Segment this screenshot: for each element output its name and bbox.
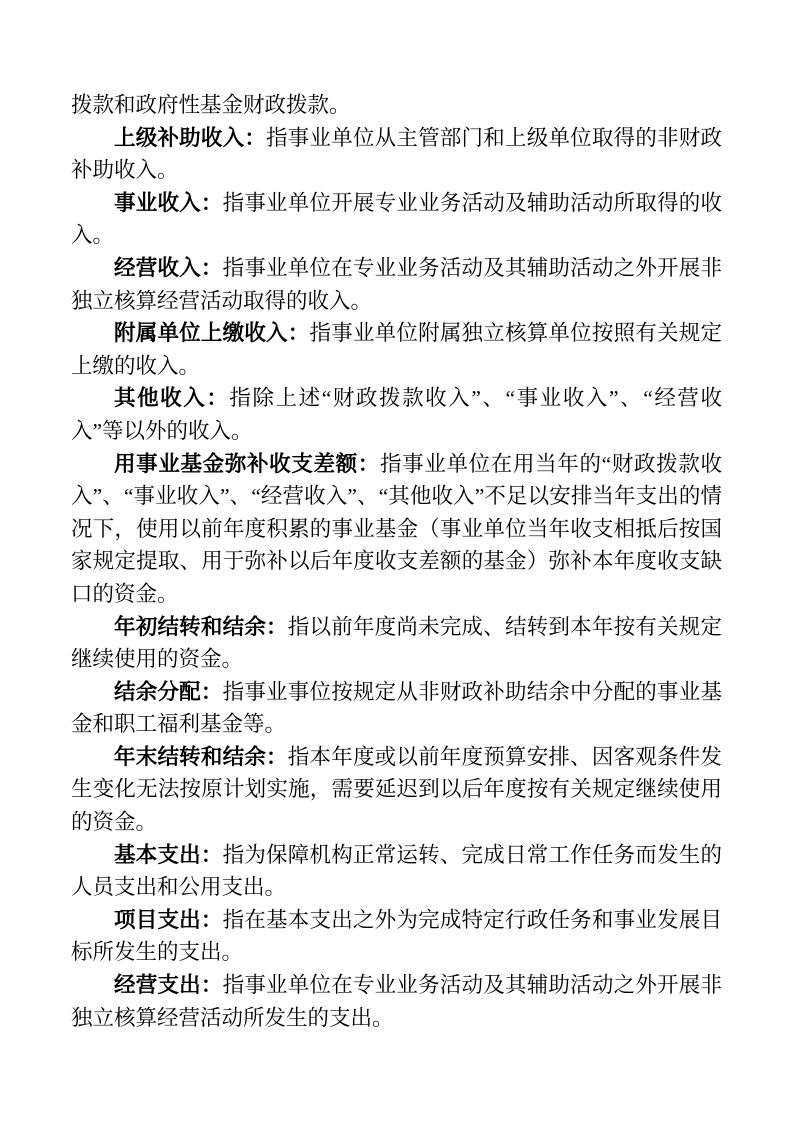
term-label: 年初结转和结余： [114, 614, 288, 639]
definition-paragraph [71, 969, 722, 1034]
definition-paragraph [71, 252, 722, 317]
definition-paragraph [71, 187, 722, 252]
definition-text: 指事业单位在专业业务活动及其辅助活动之外开展非独立核算经营活动所发生的支出。 [71, 973, 722, 1030]
definition-paragraph [71, 317, 722, 382]
term-label: 其他收入： [114, 386, 230, 411]
term-label: 项目支出： [114, 907, 223, 932]
term-label: 结余分配： [114, 679, 223, 704]
definition-paragraph [71, 122, 722, 187]
continuation-text: 拨款和政府性基金财政拨款。 [71, 93, 351, 117]
term-label: 上级补助收入： [114, 125, 267, 150]
definition-paragraph [71, 611, 722, 676]
term-label: 用事业基金弥补收支差额： [114, 451, 380, 476]
definition-text: 指事业事位按规定从非财政补助结余中分配的事业基金和职工福利基金等。 [71, 679, 722, 737]
definition-paragraph [71, 839, 722, 904]
definition-text: 指本年度或以前年度预算安排、因客观条件发生变化无法按原计划实施，需要延迟到以后年度按有关规定继续使用的资金。 [71, 744, 722, 835]
definition-text: 指为保障机构正常运转、完成日常工作任务而发生的人员支出和公用支出。 [71, 842, 722, 900]
term-label: 附属单位上缴收入： [114, 321, 310, 346]
definition-text: 指以前年度尚未完成、结转到本年按有关规定继续使用的资金。 [71, 614, 722, 672]
definition-paragraph [71, 382, 722, 447]
definition-text: 指事业单位从主管部门和上级单位取得的非财政补助收入。 [71, 125, 722, 183]
term-label: 年末结转和结余： [114, 744, 288, 769]
text-block [71, 89, 722, 1034]
definition-text: 指事业单位开展专业业务活动及辅助活动所取得的收入。 [71, 190, 722, 248]
definition-text: 指除上述“财政拨款收入”、“事业收入”、“经营收入”等以外的收入。 [71, 386, 722, 443]
definition-paragraph [71, 448, 722, 611]
definition-text: 指在基本支出之外为完成特定行政任务和事业发展目标所发生的支出。 [71, 907, 722, 965]
term-label: 经营收入： [114, 255, 223, 280]
definition-paragraph [71, 676, 722, 741]
definition-text: 指事业单位在用当年的“财政拨款收入”、“事业收入”、“经营收入”、“其他收入”不足以安排当年支出的情况下，使用以前年度积累的事业基金（事业单位当年收支相抵后按国家规定提取、用于弥补以后年度收支差额的基金）弥补本年度收支缺口的资金。 [71, 451, 722, 606]
term-label: 基本支出： [114, 842, 223, 867]
definition-text: 指事业单位附属独立核算单位按照有关规定上缴的收入。 [71, 321, 722, 378]
definition-paragraph [71, 904, 722, 969]
term-label: 经营支出： [114, 973, 223, 998]
term-label: 事业收入： [114, 190, 223, 215]
definition-paragraph [71, 741, 722, 839]
continuation-paragraph [71, 89, 722, 122]
definition-text: 指事业单位在专业业务活动及其辅助活动之外开展非独立核算经营活动取得的收入。 [71, 255, 722, 313]
